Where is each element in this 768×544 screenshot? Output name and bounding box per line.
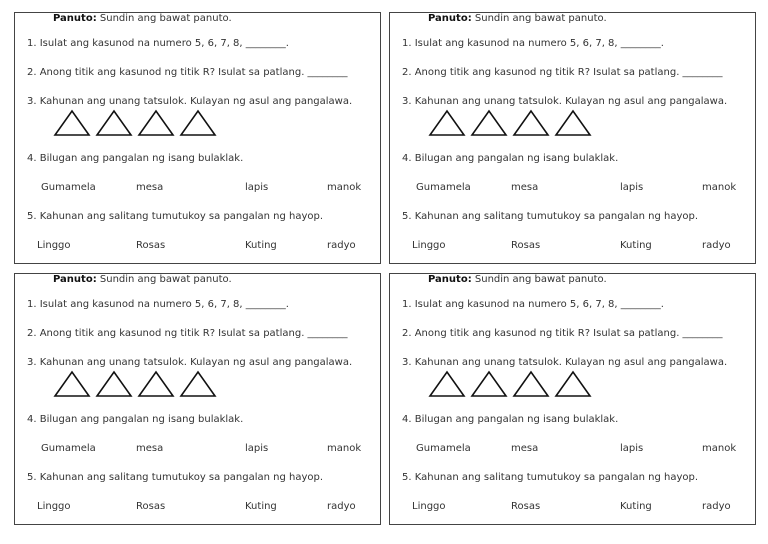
- animal-choice: Kuting: [620, 501, 652, 512]
- animal-choice: Linggo: [412, 501, 446, 512]
- triangles-svg: [53, 370, 223, 398]
- triangle-shape: [556, 372, 590, 396]
- triangles-svg: [53, 109, 223, 137]
- question-1: 1. Isulat ang kasunod na numero 5, 6, 7, 8, ________.: [402, 38, 664, 49]
- question-5: 5. Kahunan ang salitang tumutukoy sa pangalan ng hayop.: [402, 211, 699, 222]
- animal-choice: radyo: [327, 501, 356, 512]
- instructions-text: Sundin ang bawat panuto.: [99, 274, 232, 285]
- animal-choice: Rosas: [136, 501, 166, 512]
- worksheet-card: [14, 12, 381, 264]
- flower-choice: mesa: [511, 182, 539, 193]
- flower-choice: Gumamela: [41, 182, 96, 193]
- flower-choice: manok: [702, 443, 737, 454]
- triangle-shape: [556, 111, 590, 135]
- triangle-row: [53, 109, 223, 137]
- triangle-shape: [514, 372, 548, 396]
- question-1: 1. Isulat ang kasunod na numero 5, 6, 7, 8, ________.: [402, 299, 664, 310]
- flower-choice: mesa: [136, 182, 164, 193]
- question-4: 4. Bilugan ang pangalan ng isang bulaklak.: [27, 414, 244, 425]
- flower-choice: manok: [702, 182, 737, 193]
- instructions-text: Sundin ang bawat panuto.: [99, 13, 232, 24]
- worksheet-card: [14, 273, 381, 525]
- animal-choice: Kuting: [245, 240, 277, 251]
- instructions-text: Sundin ang bawat panuto.: [474, 274, 607, 285]
- flower-choice: Gumamela: [416, 182, 471, 193]
- question-2: 2. Anong titik ang kasunod ng titik R? Isulat sa patlang. ________: [402, 67, 723, 78]
- question-1: 1. Isulat ang kasunod na numero 5, 6, 7, 8, ________.: [27, 38, 289, 49]
- question-1: 1. Isulat ang kasunod na numero 5, 6, 7, 8, ________.: [27, 299, 289, 310]
- instructions-label: Panuto:: [428, 13, 472, 24]
- triangle-row: [53, 370, 223, 398]
- triangle-shape: [514, 111, 548, 135]
- question-3: 3. Kahunan ang unang tatsulok. Kulayan ng asul ang pangalawa.: [27, 96, 353, 107]
- question-5: 5. Kahunan ang salitang tumutukoy sa pangalan ng hayop.: [27, 211, 324, 222]
- worksheet-card: [389, 12, 756, 264]
- instructions-title: [53, 274, 232, 285]
- triangle-shape: [139, 111, 173, 135]
- question-2: 2. Anong titik ang kasunod ng titik R? Isulat sa patlang. ________: [27, 67, 348, 78]
- triangle-shape: [430, 111, 464, 135]
- animal-choice: Linggo: [37, 240, 71, 251]
- triangle-shape: [97, 111, 131, 135]
- flower-choice: lapis: [245, 182, 269, 193]
- flower-choice: mesa: [511, 443, 539, 454]
- triangle-shape: [55, 372, 89, 396]
- instructions-title: [428, 13, 607, 24]
- question-3: 3. Kahunan ang unang tatsulok. Kulayan ng asul ang pangalawa.: [27, 357, 353, 368]
- animal-choice: Rosas: [511, 501, 541, 512]
- triangle-shape: [97, 372, 131, 396]
- triangle-row: [428, 370, 598, 398]
- question-5: 5. Kahunan ang salitang tumutukoy sa pangalan ng hayop.: [402, 472, 699, 483]
- flower-choice: manok: [327, 443, 362, 454]
- triangle-shape: [181, 372, 215, 396]
- question-2: 2. Anong titik ang kasunod ng titik R? Isulat sa patlang. ________: [27, 328, 348, 339]
- animal-choice: Kuting: [245, 501, 277, 512]
- flower-choice: Gumamela: [41, 443, 96, 454]
- flower-choice: lapis: [620, 182, 644, 193]
- instructions-label: Panuto:: [53, 274, 97, 285]
- animal-choice: Linggo: [37, 501, 71, 512]
- flower-choice: lapis: [245, 443, 269, 454]
- triangle-shape: [472, 111, 506, 135]
- animal-choice: radyo: [702, 501, 731, 512]
- question-4: 4. Bilugan ang pangalan ng isang bulaklak.: [27, 153, 244, 164]
- question-4: 4. Bilugan ang pangalan ng isang bulaklak.: [402, 414, 619, 425]
- animal-choice: radyo: [327, 240, 356, 251]
- animal-choice: Linggo: [412, 240, 446, 251]
- triangle-shape: [139, 372, 173, 396]
- instructions-title: [53, 13, 232, 24]
- flower-choice: mesa: [136, 443, 164, 454]
- question-2: 2. Anong titik ang kasunod ng titik R? Isulat sa patlang. ________: [402, 328, 723, 339]
- question-3: 3. Kahunan ang unang tatsulok. Kulayan ng asul ang pangalawa.: [402, 357, 728, 368]
- animal-choice: Kuting: [620, 240, 652, 251]
- triangle-shape: [472, 372, 506, 396]
- instructions-title: [428, 274, 607, 285]
- triangle-row: [428, 109, 598, 137]
- question-3: 3. Kahunan ang unang tatsulok. Kulayan ng asul ang pangalawa.: [402, 96, 728, 107]
- instructions-text: Sundin ang bawat panuto.: [474, 13, 607, 24]
- flower-choice: manok: [327, 182, 362, 193]
- worksheet-card: [389, 273, 756, 525]
- triangle-shape: [181, 111, 215, 135]
- flower-choice: Gumamela: [416, 443, 471, 454]
- instructions-label: Panuto:: [428, 274, 472, 285]
- triangles-svg: [428, 109, 598, 137]
- animal-choice: Rosas: [511, 240, 541, 251]
- triangle-shape: [55, 111, 89, 135]
- animal-choice: Rosas: [136, 240, 166, 251]
- instructions-label: Panuto:: [53, 13, 97, 24]
- question-5: 5. Kahunan ang salitang tumutukoy sa pangalan ng hayop.: [27, 472, 324, 483]
- triangles-svg: [428, 370, 598, 398]
- flower-choice: lapis: [620, 443, 644, 454]
- animal-choice: radyo: [702, 240, 731, 251]
- triangle-shape: [430, 372, 464, 396]
- question-4: 4. Bilugan ang pangalan ng isang bulaklak.: [402, 153, 619, 164]
